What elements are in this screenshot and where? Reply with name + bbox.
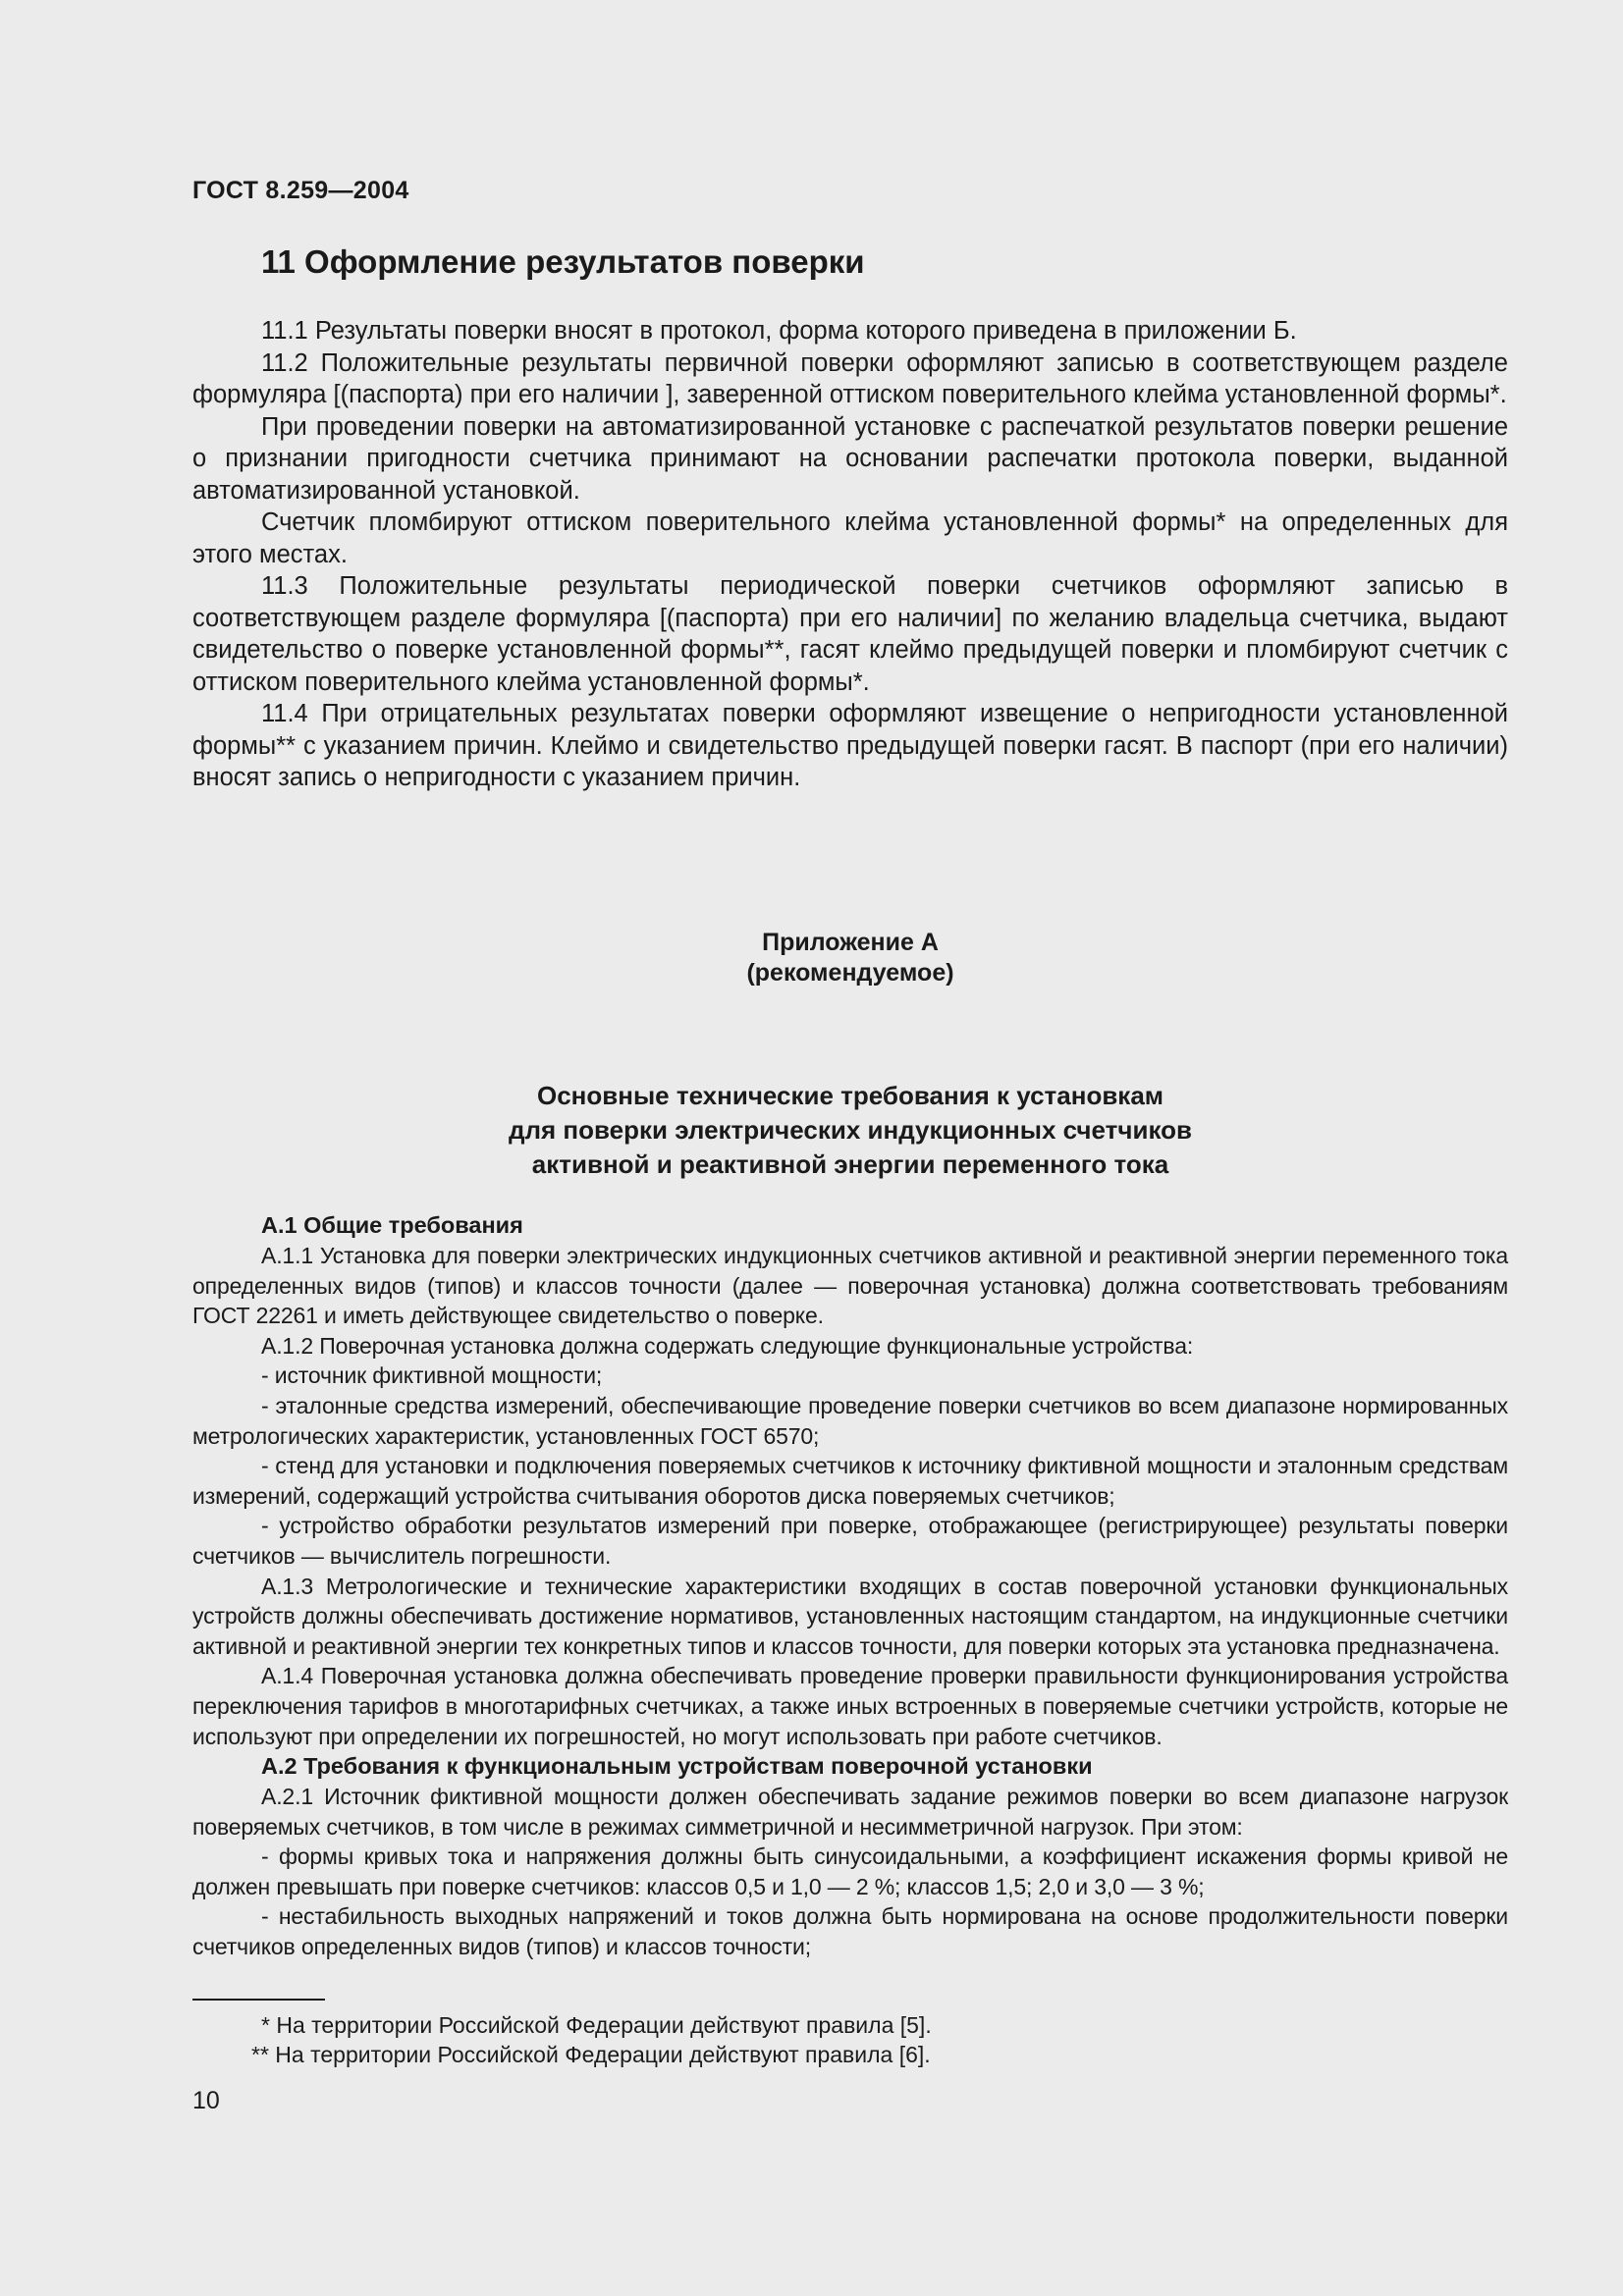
- list-item: - нестабильность выходных напряжений и токов должна быть нормирована на основе продолжительности поверки счетчиков определенных видов (типов) и классов точности;: [192, 1903, 1508, 1960]
- page-number: 10: [192, 2087, 220, 2114]
- paragraph: Счетчик пломбируют оттиском поверительного клейма установленной формы* на определенных для этого местах.: [192, 508, 1508, 568]
- paragraph: 11.4 При отрицательных результатах поверки оформляют извещение о непригодности установленной формы** с указанием причин. Клеймо и свидетельство предыдущей поверки гасят. В паспорт (при его наличии) вносят запись о непригодности с указанием причин.: [192, 700, 1508, 791]
- annex-title: [192, 1079, 1508, 1182]
- paragraph: 11.3 Положительные результаты периодической поверки счетчиков оформляют записью в соответствующем разделе формуляра [(паспорта) при его наличии] по желанию владельца счетчика, выдают свидетельство о поверке установленной формы**, гасят клеймо предыдущей поверки и пломбируют счетчик с оттиском поверительного клейма установленной формы*.: [192, 572, 1508, 696]
- paragraph: При проведении поверки на автоматизированной установке с распечаткой результатов поверки решение о признании пригодности счетчика принимают на основании распечатки протокола поверки, выданной автоматизированной установкой.: [192, 412, 1508, 505]
- list-item: - устройство обработки результатов измерений при поверке, отображающее (регистрирующее) результаты поверки счетчиков — вычислитель погрешности.: [192, 1513, 1508, 1569]
- paragraph: А.1.1 Установка для поверки электрических индукционных счетчиков активной и реактивной энергии переменного тока определенных видов (типов) и классов точности (далее — поверочная установка) должна соответствовать требованиям ГОСТ 22261 и иметь действующее свидетельство о поверке.: [192, 1243, 1508, 1329]
- subsection-heading: А.1 Общие требования: [261, 1212, 523, 1238]
- footnote: ** На территории Российской Федерации действуют правила [6].: [251, 2042, 931, 2067]
- annex-title-line: для поверки электрических индукционных счетчиков: [509, 1115, 1192, 1145]
- footnote-divider: [192, 1999, 325, 2001]
- list-item: - источник фиктивной мощности;: [261, 1362, 603, 1389]
- paragraph: 11.2 Положительные результаты первичной поверки оформляют записью в соответствующем разделе формуляра [(паспорта) при его наличии ], заверенной оттиском поверительного клейма установленной формы*.: [192, 348, 1508, 408]
- paragraph: 11.1 Результаты поверки вносят в протокол, форма которого приведена в приложении Б.: [261, 317, 1297, 345]
- paragraph: А.1.2 Поверочная установка должна содержать следующие функциональные устройства:: [261, 1332, 1194, 1359]
- annex-title-line: активной и реактивной энергии переменного тока: [531, 1149, 1169, 1179]
- document-id: ГОСТ 8.259—2004: [192, 177, 409, 204]
- list-item: - стенд для установки и подключения поверяемых счетчиков к источнику фиктивной мощности и эталонным средствам измерений, содержащий устройства считывания оборотов диска поверяемых счетчиков;: [192, 1453, 1508, 1509]
- list-item: - эталонные средства измерений, обеспечивающие проведение поверки счетчиков во всем диапазоне нормированных метрологических характеристик, установленных ГОСТ 6570;: [192, 1392, 1508, 1449]
- section-body: [192, 315, 1508, 794]
- paragraph: А.1.4 Поверочная установка должна обеспечивать проведение проверки правильности функционирования устройства переключения тарифов в многотарифных счетчиках, а также иных встроенных в поверяемые счетчики устройств, которые не используют при определении их погрешностей, но могут использовать при работе счетчиков.: [192, 1663, 1508, 1749]
- annex-label: Приложение А: [762, 929, 939, 956]
- list-item: - формы кривых тока и напряжения должны быть синусоидальными, а коэффициент искажения формы кривой не должен превышать при поверке счетчиков: классов 0,5 и 1,0 — 2 %; классов 1,5; 2,0 и 3,0 — 3 %;: [192, 1843, 1508, 1899]
- section-title: 11 Оформление результатов поверки: [261, 243, 865, 280]
- footnote: * На территории Российской Федерации действуют правила [5].: [261, 2012, 932, 2038]
- paragraph: А.1.3 Метрологические и технические характеристики входящих в состав поверочной установки функциональных устройств должны обеспечивать достижение нормативов, установленных настоящим стандартом, на индукционные счетчики активной и реактивной энергии тех конкретных типов и классов точности, для поверки которых эта установка предназначена.: [192, 1573, 1508, 1659]
- annex-status: (рекомендуемое): [746, 959, 954, 987]
- subsection-heading: А.2 Требования к функциональным устройствам поверочной установки: [261, 1753, 1093, 1780]
- annex-body: [192, 1210, 1508, 1962]
- annex-title-line: Основные технические требования к установкам: [536, 1081, 1164, 1110]
- paragraph: А.2.1 Источник фиктивной мощности должен обеспечивать задание режимов поверки во всем диапазоне нагрузок поверяемых счетчиков, в том числе в режимах симметричной и несимметричной нагрузок. При этом:: [192, 1784, 1508, 1840]
